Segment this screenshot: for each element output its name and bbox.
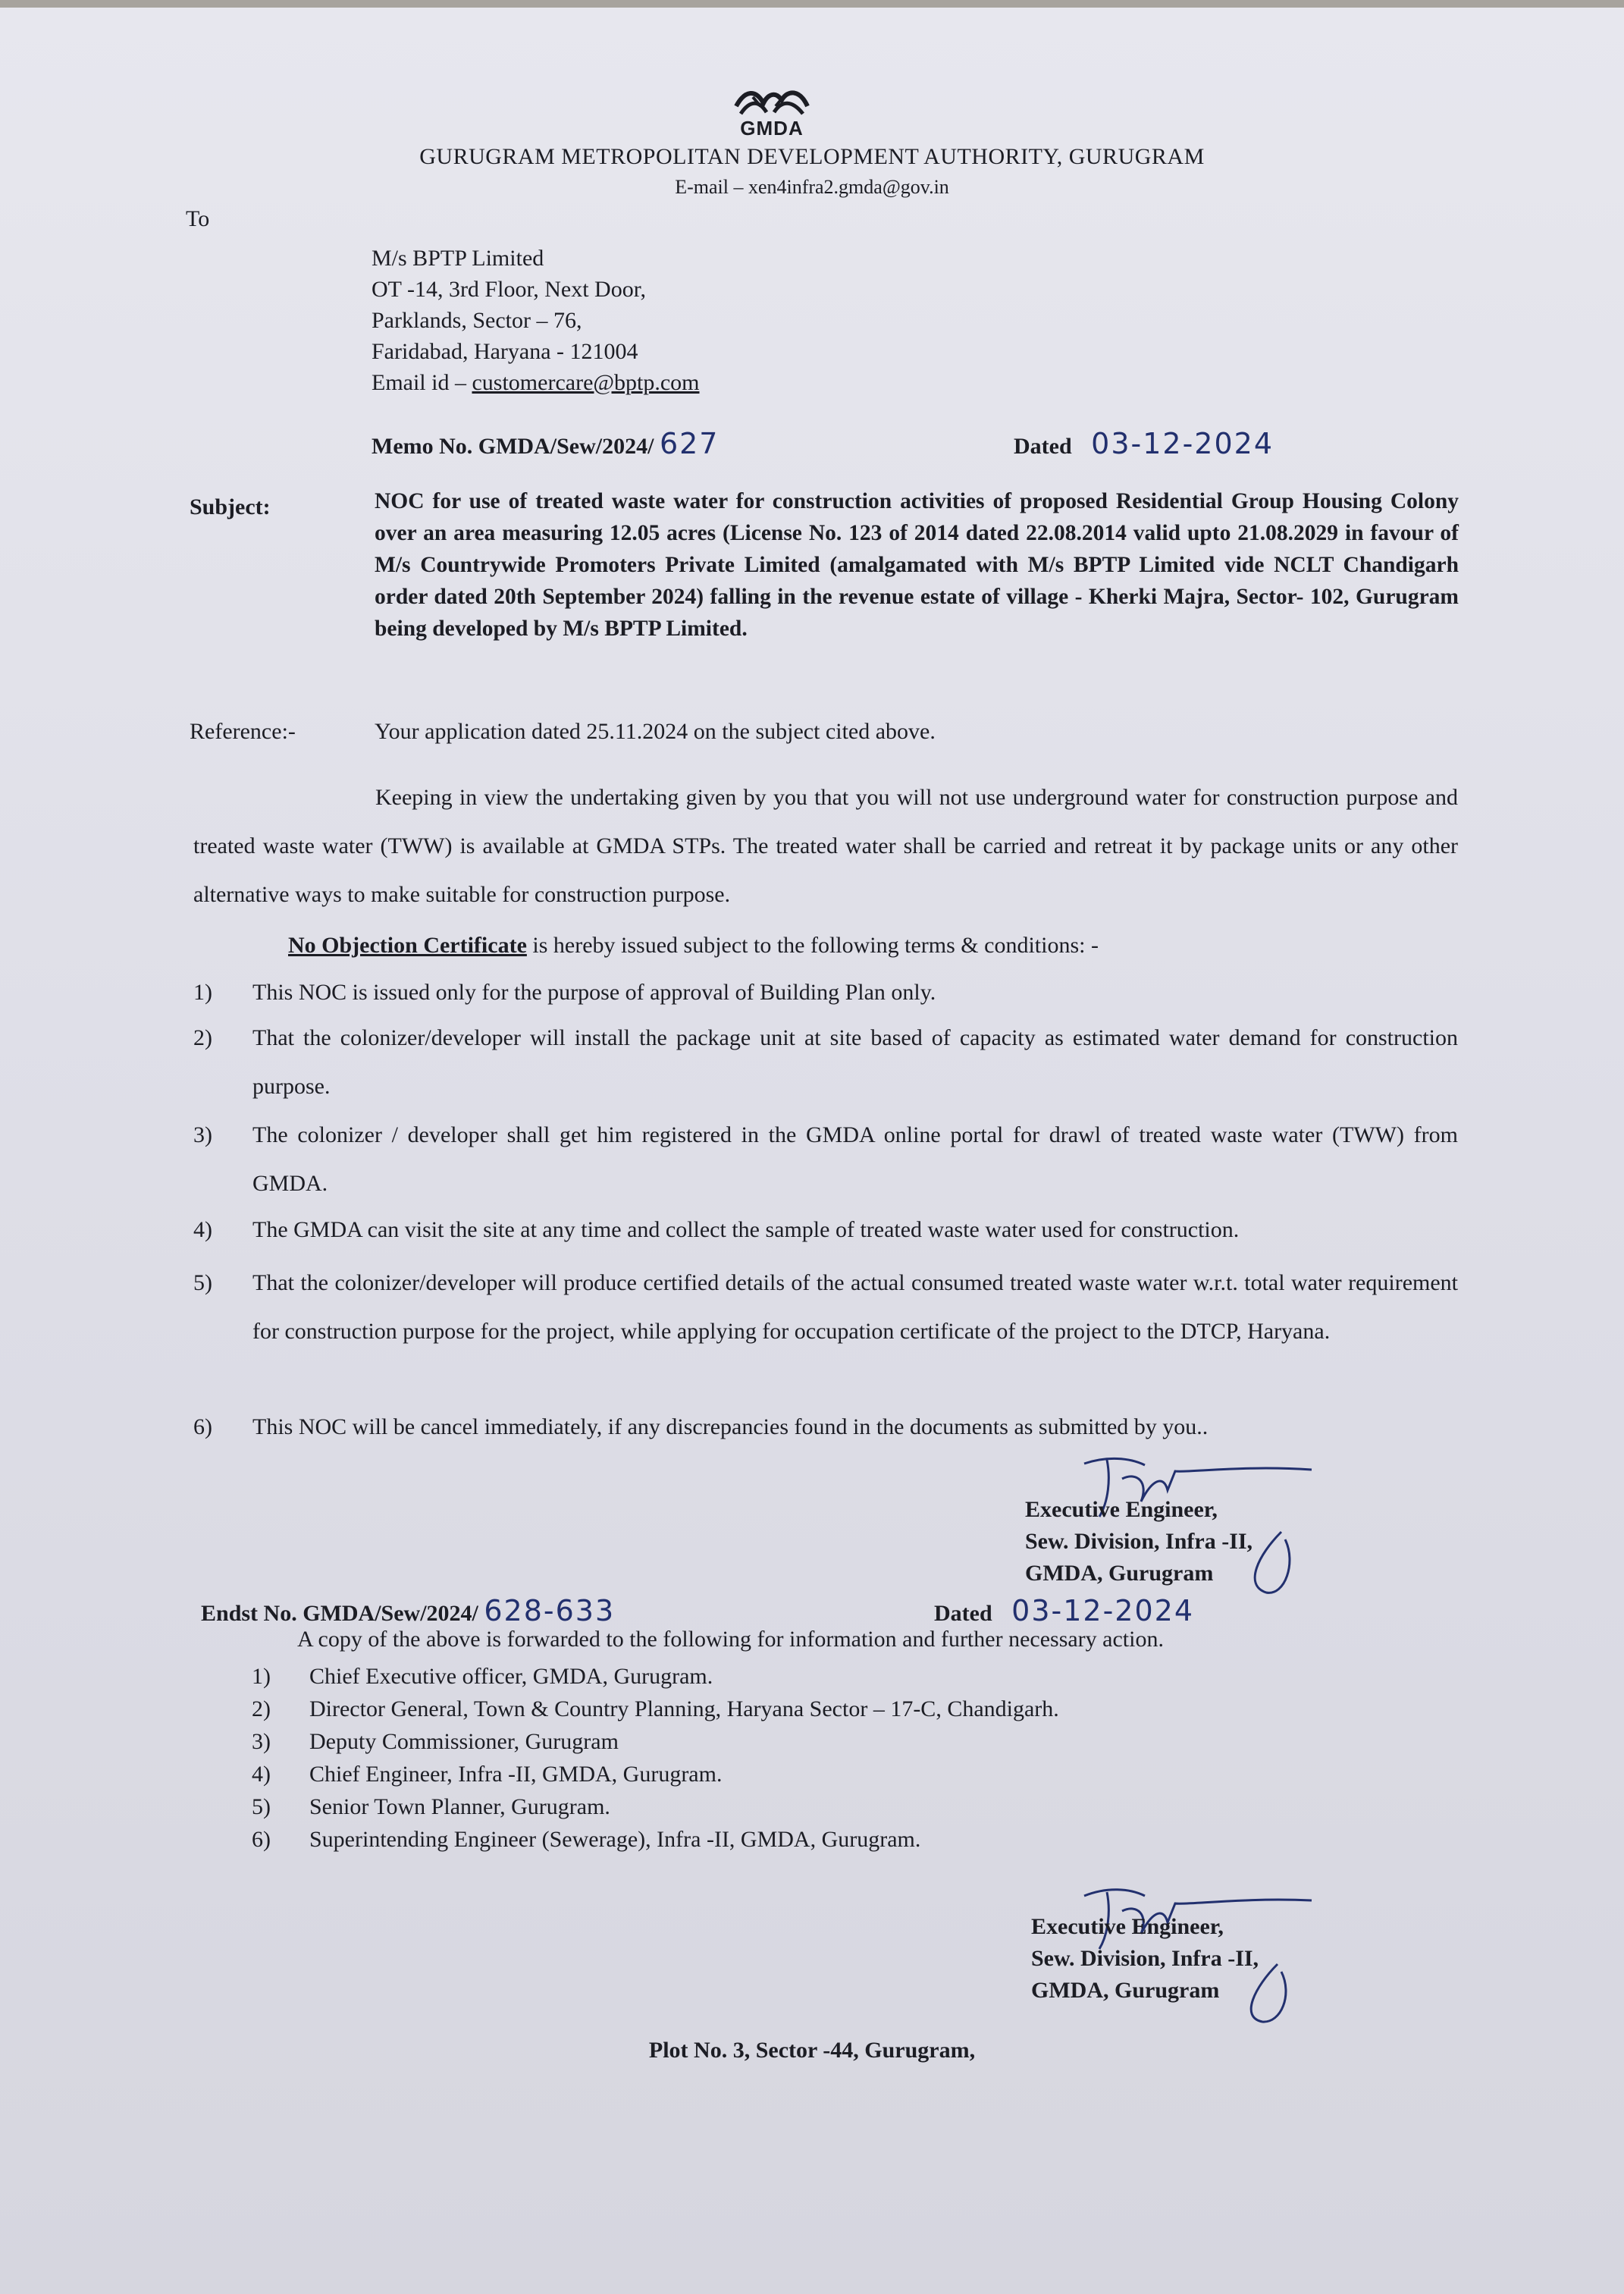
copy-recipient: Director General, Town & Country Planning, Haryana Sector – 17-C, Chandigarh. [309, 1696, 1059, 1721]
address-line: M/s BPTP Limited [372, 246, 544, 271]
condition-number: 3) [193, 1122, 212, 1147]
copy-number: 1) [252, 1664, 271, 1689]
condition-text: That the colonizer/developer will produce certified details of the actual consumed treated waste water w.r.t. total water requirement for construction purpose for the project, while applying for occupation certificate of the project to the DTCP, Haryana. [252, 1270, 1458, 1344]
address-line: Faridabad, Haryana - 121004 [372, 339, 638, 364]
signatory-division: Sew. Division, Infra -II, [1025, 1529, 1253, 1554]
header-email: E-mail – xen4infra2.gmda@gov.in [675, 176, 949, 198]
address-email-label: Email id – [372, 370, 466, 395]
organization-name: GURUGRAM METROPOLITAN DEVELOPMENT AUTHORITY, GURUGRAM [419, 144, 1205, 169]
document-page [0, 8, 1624, 2294]
condition-number: 4) [193, 1217, 212, 1242]
memo-dated-label: Dated [1014, 434, 1072, 459]
endorsement-date [934, 1594, 1194, 1627]
copy-recipient: Deputy Commissioner, Gurugram [309, 1729, 619, 1754]
recipient-address [372, 243, 700, 398]
reference-text: Your application dated 25.11.2024 on the subject cited above. [375, 719, 936, 744]
address-line: OT -14, 3rd Floor, Next Door, [372, 277, 647, 302]
to-label: To [186, 206, 210, 231]
signatory-title: Executive Engineer, [1025, 1497, 1218, 1522]
noc-intro-text: is hereby issued subject to the following terms & conditions: - [526, 933, 1099, 958]
memo-number [372, 427, 719, 460]
memo-prefix: Memo No. GMDA/Sew/2024/ [372, 434, 654, 459]
copy-recipient: Senior Town Planner, Gurugram. [309, 1794, 610, 1819]
footer-address: Plot No. 3, Sector -44, Gurugram, [648, 2038, 976, 2063]
copy-recipient: Superintending Engineer (Sewerage), Infra -II, GMDA, Gurugram. [309, 1827, 921, 1852]
copy-number: 3) [252, 1729, 271, 1754]
condition-number: 6) [193, 1414, 212, 1439]
condition-number: 2) [193, 1025, 212, 1050]
reference-label: Reference:- [190, 719, 296, 744]
logo-text: GMDA [740, 117, 804, 140]
body-paragraph: Keeping in view the undertaking given by you that you will not use underground water for construction purpose and treated waste water (TWW) is available at GMDA STPs. The treated water shall be carried and retreat it by package units or any other alternative ways to make suitable for construction purpose. [193, 785, 1458, 907]
endorsement-prefix: Endst No. GMDA/Sew/2024/ [201, 1601, 478, 1626]
condition-text: The GMDA can visit the site at any time and collect the sample of treated waste water used for construction. [252, 1217, 1240, 1242]
signatory-office: GMDA, Gurugram [1025, 1561, 1214, 1586]
gmda-emblem-icon [730, 83, 814, 120]
noc-intro [288, 933, 1099, 959]
subject-text: NOC for use of treated waste water for construction activities of proposed Residential Group Housing Colony over an area measuring 12.05 acres (License No. 123 of 2014 dated 22.08.2014 valid upto 21.08.2029 in favour of M/s Countrywide Promoters Private Limited (amalgamated with M/s BPTP Limited vide NCLT Chandigarh order dated 20th September 2024) falling in the revenue estate of village - Kherki Majra, Sector- 102, Gurugram being developed by M/s BPTP Limited. [375, 489, 1459, 641]
memo-handwritten-number: 627 [659, 427, 720, 460]
address-email: customercare@bptp.com [472, 370, 700, 395]
copy-number: 2) [252, 1696, 271, 1721]
noc-heading: No Objection Certificate [288, 933, 527, 958]
signatory-division: Sew. Division, Infra -II, [1031, 1946, 1259, 1971]
address-line: Parklands, Sector – 76, [372, 308, 582, 333]
memo-date [1014, 427, 1274, 460]
condition-text: That the colonizer/developer will install the package unit at site based of capacity as estimated water demand for construction purpose. [252, 1025, 1458, 1099]
signatory-office: GMDA, Gurugram [1031, 1978, 1220, 2003]
endorsement-number [201, 1594, 615, 1627]
signature-1-block [1025, 1494, 1252, 1589]
endorsement-intro: A copy of the above is forwarded to the following for information and further necessary action. [297, 1627, 1164, 1652]
copy-number: 4) [252, 1762, 271, 1787]
endorsement-handwritten-date: 03-12-2024 [1011, 1594, 1194, 1627]
copy-recipient: Chief Executive officer, GMDA, Gurugram. [309, 1664, 713, 1689]
condition-number: 1) [193, 980, 212, 1005]
subject-label: Subject: [190, 494, 271, 519]
endorsement-handwritten-number: 628-633 [484, 1594, 616, 1627]
copy-recipient: Chief Engineer, Infra -II, GMDA, Gurugram. [309, 1762, 723, 1787]
signatory-title: Executive Engineer, [1031, 1914, 1224, 1939]
condition-number: 5) [193, 1270, 212, 1295]
copy-number: 5) [252, 1794, 271, 1819]
address-email-line [372, 367, 700, 398]
endorsement-dated-label: Dated [934, 1601, 992, 1626]
condition-text: This NOC will be cancel immediately, if any discrepancies found in the documents as submitted by you.. [252, 1414, 1209, 1439]
copy-number: 6) [252, 1827, 271, 1852]
condition-text: The colonizer / developer shall get him registered in the GMDA online portal for drawl of treated waste water (TWW) from GMDA. [252, 1122, 1458, 1196]
condition-text: This NOC is issued only for the purpose of approval of Building Plan only. [252, 980, 936, 1005]
signature-2-block [1031, 1911, 1259, 2007]
memo-handwritten-date: 03-12-2024 [1091, 427, 1274, 460]
gmda-logo [726, 83, 817, 140]
